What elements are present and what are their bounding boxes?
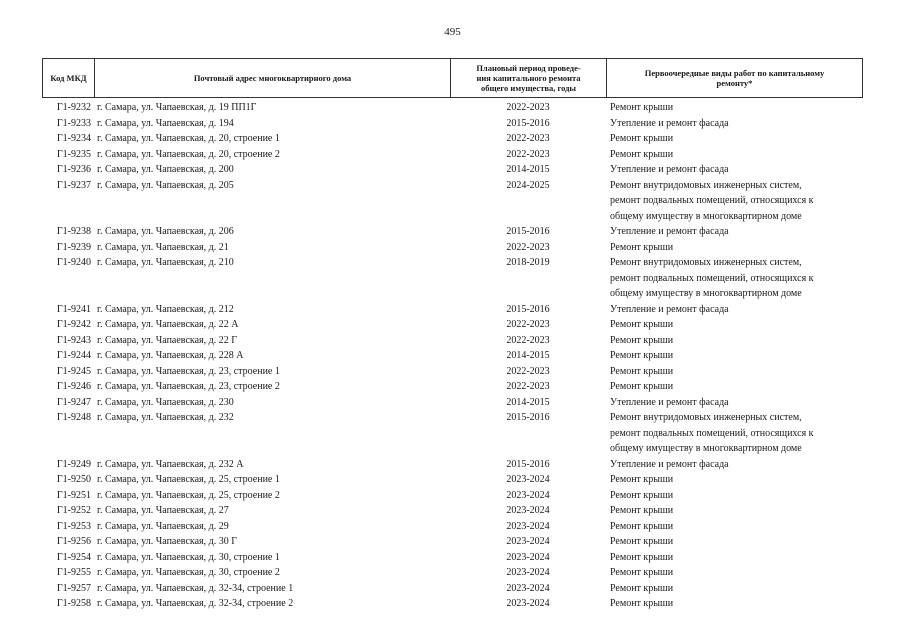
cell-address: г. Самара, ул. Чапаевская, д. 21 bbox=[97, 241, 229, 253]
table-row bbox=[42, 178, 862, 225]
table-row bbox=[42, 116, 862, 132]
cell-code: Г1-9255 bbox=[56, 567, 91, 578]
cell-works bbox=[606, 379, 862, 395]
cell-works bbox=[606, 224, 862, 240]
cell-period: 2023-2024 bbox=[506, 567, 550, 578]
cell-code: Г1-9248 bbox=[56, 412, 91, 423]
cell-address: г. Самара, ул. Чапаевская, д. 32-34, строение 1 bbox=[97, 582, 294, 594]
cell-address: г. Самара, ул. Чапаевская, д. 30 Г bbox=[97, 536, 238, 547]
works-line: Ремонт крыши bbox=[610, 148, 674, 160]
cell-period: 2015-2016 bbox=[506, 412, 550, 423]
cell-address: г. Самара, ул. Чапаевская, д. 206 bbox=[97, 226, 234, 237]
works-line: Ремонт крыши bbox=[610, 551, 674, 563]
cell-address: г. Самара, ул. Чапаевская, д. 23, строение 1 bbox=[97, 365, 280, 377]
works-line: общему имуществу в многоквартирном доме bbox=[610, 288, 802, 299]
cell-address: г. Самара, ул. Чапаевская, д. 232 А bbox=[97, 458, 244, 470]
works-line: Ремонт крыши bbox=[610, 365, 674, 377]
cell-address: г. Самара, ул. Чапаевская, д. 20, строение 1 bbox=[97, 133, 280, 144]
table-row bbox=[42, 255, 862, 302]
table-row bbox=[42, 596, 862, 612]
cell-works bbox=[606, 395, 862, 411]
works-line: Ремонт крыши bbox=[610, 319, 674, 330]
cell-address: г. Самара, ул. Чапаевская, д. 23, строение 2 bbox=[97, 381, 280, 392]
table-row bbox=[42, 240, 862, 256]
cell-code: Г1-9258 bbox=[56, 598, 91, 609]
cell-code: Г1-9238 bbox=[56, 226, 91, 237]
cell-address: г. Самара, ул. Чапаевская, д. 22 А bbox=[97, 319, 239, 330]
cell-code: Г1-9239 bbox=[56, 241, 91, 253]
cell-period: 2014-2015 bbox=[506, 396, 550, 408]
table-row bbox=[42, 131, 862, 147]
cell-works bbox=[606, 116, 862, 132]
header-row bbox=[43, 59, 863, 98]
works-line: Ремонт крыши bbox=[610, 334, 674, 346]
cell-period: 2023-2024 bbox=[506, 489, 550, 501]
table-row bbox=[42, 379, 862, 395]
table-row bbox=[42, 457, 862, 473]
repair-table bbox=[42, 100, 862, 612]
cell-address: г. Самара, ул. Чапаевская, д. 194 bbox=[97, 117, 234, 129]
cell-works bbox=[606, 240, 862, 256]
cell-works bbox=[606, 131, 862, 147]
cell-period: 2023-2024 bbox=[506, 598, 550, 609]
works-line: Утепление и ремонт фасада bbox=[610, 396, 729, 408]
table-row bbox=[42, 348, 862, 364]
cell-period: 2024-2025 bbox=[506, 179, 550, 191]
table-row bbox=[42, 550, 862, 566]
cell-code: Г1-9252 bbox=[56, 505, 91, 516]
cell-address: г. Самара, ул. Чапаевская, д. 25, строение 1 bbox=[97, 474, 280, 485]
cell-works bbox=[606, 519, 862, 535]
works-line: Ремонт крыши bbox=[610, 567, 674, 578]
cell-works bbox=[606, 596, 862, 612]
cell-period: 2022-2023 bbox=[506, 241, 550, 253]
header-period-line: общего имущества, годы bbox=[480, 83, 577, 93]
cell-period: 2022-2023 bbox=[506, 381, 550, 392]
table-row bbox=[42, 302, 862, 318]
cell-code: Г1-9246 bbox=[56, 381, 91, 392]
works-line: Ремонт крыши bbox=[610, 520, 674, 532]
cell-code: Г1-9256 bbox=[56, 536, 91, 547]
cell-code: Г1-9251 bbox=[56, 489, 91, 501]
cell-address: г. Самара, ул. Чапаевская, д. 232 bbox=[97, 412, 234, 423]
works-line: общему имуществу в многоквартирном доме bbox=[610, 210, 802, 222]
table-row bbox=[42, 100, 862, 116]
header-period-line: ния капитального ремонта bbox=[476, 73, 581, 83]
header-code: Код МКД bbox=[43, 59, 95, 98]
works-line: Ремонт внутридомовых инженерных систем, bbox=[610, 257, 802, 268]
cell-works bbox=[606, 457, 862, 473]
header-works-line: Первоочередные виды работ по капитальному bbox=[644, 68, 825, 78]
cell-period: 2022-2023 bbox=[506, 365, 550, 377]
cell-code: Г1-9244 bbox=[56, 350, 91, 361]
cell-period: 2023-2024 bbox=[506, 474, 550, 485]
cell-code: Г1-9234 bbox=[56, 133, 91, 144]
cell-period: 2023-2024 bbox=[506, 536, 550, 547]
cell-address: г. Самара, ул. Чапаевская, д. 32-34, строение 2 bbox=[97, 598, 294, 609]
works-line: Ремонт крыши bbox=[610, 241, 674, 253]
table-row bbox=[42, 519, 862, 535]
cell-code: Г1-9257 bbox=[56, 582, 91, 594]
table-row bbox=[42, 581, 862, 597]
cell-period: 2018-2019 bbox=[506, 257, 550, 268]
cell-period: 2015-2016 bbox=[506, 303, 550, 315]
works-line: Утепление и ремонт фасада bbox=[610, 164, 729, 175]
header-works bbox=[607, 59, 863, 98]
page-number: 495 bbox=[444, 26, 461, 38]
works-line: Ремонт крыши bbox=[610, 582, 674, 594]
works-line: ремонт подвальных помещений, относящихся к bbox=[610, 195, 814, 206]
works-line: Ремонт крыши bbox=[610, 133, 674, 144]
cell-works bbox=[606, 364, 862, 380]
cell-works bbox=[606, 317, 862, 333]
cell-works bbox=[606, 488, 862, 504]
table-row bbox=[42, 534, 862, 550]
cell-works bbox=[606, 348, 862, 364]
header-period bbox=[451, 59, 607, 98]
works-line: Ремонт крыши bbox=[610, 381, 674, 392]
cell-code: Г1-9249 bbox=[56, 458, 91, 470]
cell-address: г. Самара, ул. Чапаевская, д. 27 bbox=[97, 505, 229, 516]
works-line: Ремонт крыши bbox=[610, 489, 674, 501]
header-address: Почтовый адрес многоквартирного дома bbox=[95, 59, 451, 98]
cell-address: г. Самара, ул. Чапаевская, д. 20, строение 2 bbox=[97, 148, 280, 160]
cell-code: Г1-9250 bbox=[56, 474, 91, 485]
table-row bbox=[42, 503, 862, 519]
table-row bbox=[42, 317, 862, 333]
cell-address: г. Самара, ул. Чапаевская, д. 25, строение 2 bbox=[97, 489, 280, 501]
works-line: Ремонт крыши bbox=[610, 536, 674, 547]
cell-code: Г1-9236 bbox=[56, 164, 91, 175]
cell-works bbox=[606, 565, 862, 581]
cell-period: 2015-2016 bbox=[506, 226, 550, 237]
cell-code: Г1-9240 bbox=[56, 257, 91, 268]
cell-code: Г1-9235 bbox=[56, 148, 91, 160]
table-row bbox=[42, 147, 862, 163]
cell-code: Г1-9237 bbox=[56, 179, 91, 191]
cell-period: 2023-2024 bbox=[506, 520, 550, 532]
cell-address: г. Самара, ул. Чапаевская, д. 29 bbox=[97, 520, 229, 532]
cell-period: 2022-2023 bbox=[506, 148, 550, 160]
cell-address: г. Самара, ул. Чапаевская, д. 228 А bbox=[97, 350, 244, 361]
cell-address: г. Самара, ул. Чапаевская, д. 19 ПП1Г bbox=[97, 102, 257, 113]
cell-period: 2023-2024 bbox=[506, 551, 550, 563]
works-line: Ремонт крыши bbox=[610, 350, 674, 361]
works-line: Ремонт крыши bbox=[610, 474, 674, 485]
cell-address: г. Самара, ул. Чапаевская, д. 210 bbox=[97, 257, 234, 268]
cell-code: Г1-9247 bbox=[56, 396, 91, 408]
works-line: общему имуществу в многоквартирном доме bbox=[610, 443, 802, 454]
cell-code: Г1-9233 bbox=[56, 117, 91, 129]
works-line: Ремонт крыши bbox=[610, 102, 674, 113]
cell-works bbox=[606, 550, 862, 566]
cell-code: Г1-9245 bbox=[56, 365, 91, 377]
table-row bbox=[42, 162, 862, 178]
works-line: Ремонт крыши bbox=[610, 598, 674, 609]
works-line: Ремонт внутридомовых инженерных систем, bbox=[610, 179, 802, 191]
cell-code: Г1-9243 bbox=[56, 334, 91, 346]
table-row bbox=[42, 565, 862, 581]
cell-works bbox=[606, 410, 862, 457]
table-header bbox=[42, 58, 863, 98]
table-row bbox=[42, 224, 862, 240]
cell-works bbox=[606, 162, 862, 178]
cell-works bbox=[606, 534, 862, 550]
works-line: ремонт подвальных помещений, относящихся к bbox=[610, 427, 814, 439]
cell-period: 2014-2015 bbox=[506, 164, 550, 175]
header-period-line: Плановый период проведе- bbox=[476, 63, 581, 73]
cell-period: 2022-2023 bbox=[506, 334, 550, 346]
table-body bbox=[42, 100, 862, 612]
cell-works bbox=[606, 100, 862, 116]
works-line: Утепление и ремонт фасада bbox=[610, 117, 729, 129]
works-line: Утепление и ремонт фасада bbox=[610, 303, 729, 315]
cell-works bbox=[606, 255, 862, 302]
cell-works bbox=[606, 302, 862, 318]
table-row bbox=[42, 395, 862, 411]
cell-works bbox=[606, 333, 862, 349]
cell-works bbox=[606, 472, 862, 488]
works-line: Утепление и ремонт фасада bbox=[610, 226, 729, 237]
cell-address: г. Самара, ул. Чапаевская, д. 230 bbox=[97, 396, 234, 408]
cell-works bbox=[606, 178, 862, 225]
works-line: Ремонт крыши bbox=[610, 505, 674, 516]
table-row bbox=[42, 472, 862, 488]
cell-code: Г1-9241 bbox=[56, 303, 91, 315]
cell-works bbox=[606, 503, 862, 519]
table-row bbox=[42, 364, 862, 380]
cell-period: 2014-2015 bbox=[506, 350, 550, 361]
cell-code: Г1-9254 bbox=[56, 551, 91, 563]
works-line: Утепление и ремонт фасада bbox=[610, 458, 729, 470]
cell-address: г. Самара, ул. Чапаевская, д. 212 bbox=[97, 303, 234, 315]
cell-period: 2022-2023 bbox=[506, 133, 550, 144]
works-line: ремонт подвальных помещений, относящихся к bbox=[610, 272, 814, 284]
cell-period: 2015-2016 bbox=[506, 117, 550, 129]
cell-code: Г1-9232 bbox=[56, 102, 91, 113]
works-line: Ремонт внутридомовых инженерных систем, bbox=[610, 412, 802, 423]
cell-period: 2023-2024 bbox=[506, 505, 550, 516]
table-row bbox=[42, 488, 862, 504]
cell-period: 2022-2023 bbox=[506, 102, 550, 113]
cell-code: Г1-9253 bbox=[56, 520, 91, 532]
cell-period: 2015-2016 bbox=[506, 458, 550, 470]
cell-address: г. Самара, ул. Чапаевская, д. 205 bbox=[97, 179, 234, 191]
table-row bbox=[42, 333, 862, 349]
cell-works bbox=[606, 147, 862, 163]
cell-address: г. Самара, ул. Чапаевская, д. 30, строение 1 bbox=[97, 551, 280, 563]
cell-address: г. Самара, ул. Чапаевская, д. 22 Г bbox=[97, 334, 238, 346]
cell-period: 2022-2023 bbox=[506, 319, 550, 330]
cell-code: Г1-9242 bbox=[56, 319, 91, 330]
cell-address: г. Самара, ул. Чапаевская, д. 30, строение 2 bbox=[97, 567, 280, 578]
cell-works bbox=[606, 581, 862, 597]
cell-period: 2023-2024 bbox=[506, 582, 550, 594]
table-row bbox=[42, 410, 862, 457]
cell-address: г. Самара, ул. Чапаевская, д. 200 bbox=[97, 164, 234, 175]
header-works-line: ремонту* bbox=[716, 78, 753, 88]
